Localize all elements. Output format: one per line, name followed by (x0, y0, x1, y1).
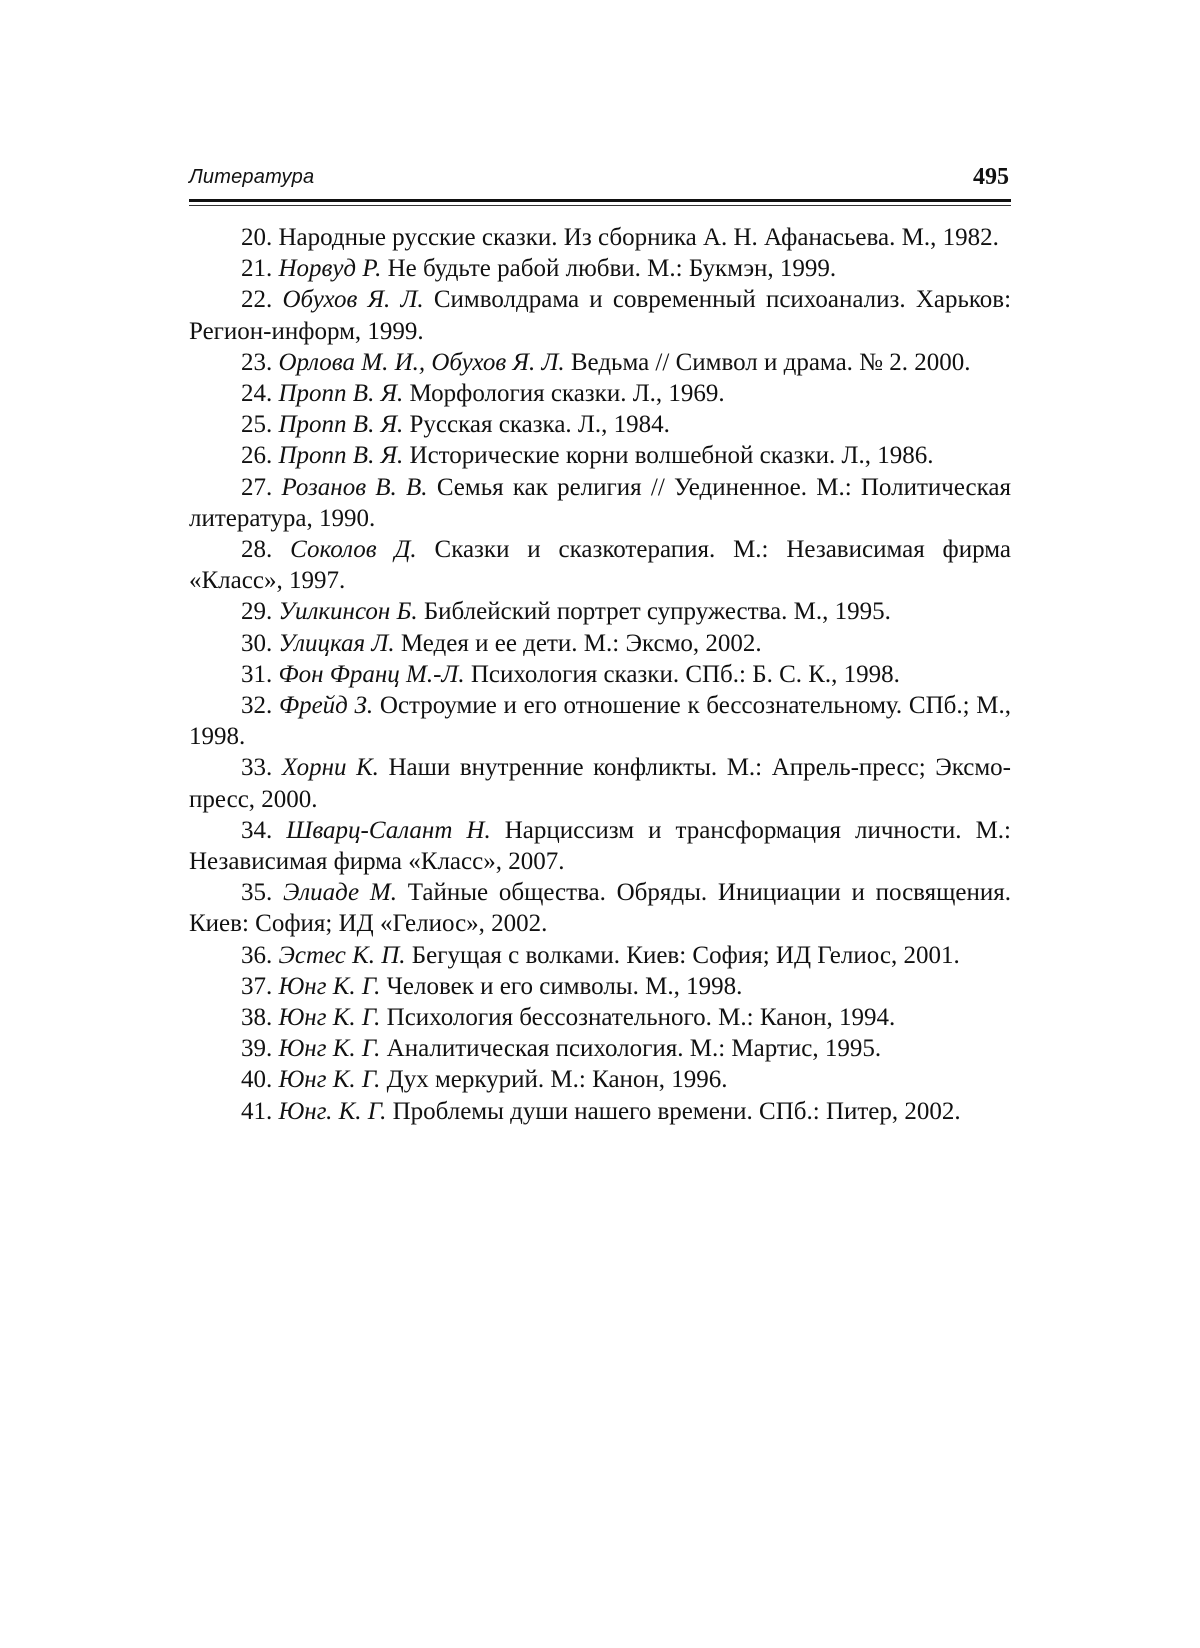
reference-author: Юнг. К. Г. (279, 1098, 387, 1125)
running-header (189, 164, 1009, 196)
reference-number: 24. (241, 380, 272, 407)
reference-item (189, 659, 1011, 690)
reference-text: Семья как религия // Уединенное. М.: Политическая литература, 1990. (189, 474, 1011, 532)
book-page (0, 0, 1200, 1648)
reference-number: 21. (241, 255, 272, 282)
reference-number: 28. (241, 536, 272, 563)
reference-text: Сказки и сказкотерапия. М.: Независимая фирма «Класс», 1997. (189, 536, 1011, 594)
reference-number: 31. (241, 661, 272, 688)
reference-text: Бегущая с волками. Киев: София; ИД Гелиос, 2001. (412, 942, 960, 969)
reference-author: Пропп В. Я. (279, 411, 404, 438)
reference-number: 30. (241, 630, 272, 657)
reference-text: Морфология сказки. Л., 1969. (410, 380, 725, 407)
reference-author: Розанов В. В. (282, 474, 428, 501)
reference-number: 29. (241, 598, 272, 625)
reference-item (189, 877, 1011, 939)
reference-text: Человек и его символы. М., 1998. (387, 973, 743, 1000)
reference-number: 32. (241, 692, 272, 719)
reference-text: Ведьма // Символ и драма. № 2. 2000. (571, 349, 971, 376)
reference-item (189, 971, 1011, 1002)
reference-number: 37. (241, 973, 272, 1000)
reference-item (189, 690, 1011, 752)
reference-number: 22. (241, 286, 272, 313)
reference-number: 33. (241, 754, 272, 781)
reference-text: Нарциссизм и трансформация личности. М.: Независимая фирма «Класс», 2007. (189, 817, 1011, 875)
reference-item (189, 253, 1011, 284)
reference-number: 38. (241, 1004, 272, 1031)
reference-author: Обухов Я. Л. (282, 286, 423, 313)
reference-item (189, 752, 1011, 814)
reference-author: Юнг К. Г. (279, 1035, 381, 1062)
reference-author: Хорни К. (282, 754, 379, 781)
reference-item (189, 940, 1011, 971)
header-rule (189, 199, 1011, 202)
reference-item (189, 347, 1011, 378)
reference-text: Русская сказка. Л., 1984. (410, 411, 670, 438)
reference-item (189, 222, 1011, 253)
reference-number: 27. (241, 474, 272, 501)
section-title: Литература (189, 166, 314, 189)
reference-item (189, 534, 1011, 596)
reference-text: Наши внутренние конфликты. М.: Апрель-пресс; Эксмо-пресс, 2000. (189, 754, 1011, 812)
reference-author: Норвуд Р. (279, 255, 382, 282)
reference-number: 41. (241, 1098, 272, 1125)
reference-list (189, 222, 1011, 1127)
reference-text: Исторические корни волшебной сказки. Л., 1986. (410, 442, 934, 469)
reference-text: Тайные общества. Обряды. Инициации и посвящения. Киев: София; ИД «Гелиос», 2002. (189, 879, 1011, 937)
reference-item (189, 1002, 1011, 1033)
reference-item (189, 1033, 1011, 1064)
reference-item (189, 628, 1011, 659)
reference-text: Аналитическая психология. М.: Мартис, 1995. (387, 1035, 881, 1062)
reference-item (189, 815, 1011, 877)
reference-author: Эстес К. П. (279, 942, 406, 969)
reference-number: 34. (241, 817, 272, 844)
page-number: 495 (973, 164, 1009, 191)
reference-author: Пропп В. Я. (279, 442, 404, 469)
reference-author: Фон Франц М.-Л. (279, 661, 465, 688)
reference-number: 25. (241, 411, 272, 438)
reference-item (189, 1096, 1011, 1127)
reference-item (189, 1064, 1011, 1095)
reference-item (189, 284, 1011, 346)
reference-text: Символдрама и современный психоанализ. Харьков: Регион-информ, 1999. (189, 286, 1011, 344)
reference-item (189, 472, 1011, 534)
reference-author: Юнг К. Г. (279, 973, 381, 1000)
reference-author: Уилкинсон Б. (279, 598, 418, 625)
reference-text: Народные русские сказки. Из сборника А. Н. Афанасьева. М., 1982. (279, 224, 999, 251)
reference-text: Не будьте рабой любви. М.: Букмэн, 1999. (388, 255, 837, 282)
reference-number: 35. (241, 879, 272, 906)
reference-number: 36. (241, 942, 272, 969)
reference-number: 40. (241, 1066, 272, 1093)
reference-item (189, 378, 1011, 409)
reference-author: Фрейд З. (279, 692, 373, 719)
reference-author: Шварц-Салант Н. (286, 817, 490, 844)
reference-author: Юнг К. Г. (279, 1066, 381, 1093)
reference-text: Медея и ее дети. М.: Эксмо, 2002. (401, 630, 762, 657)
reference-text: Дух меркурий. М.: Канон, 1996. (387, 1066, 728, 1093)
reference-text: Остроумие и его отношение к бессознательному. СПб.; М., 1998. (189, 692, 1011, 750)
reference-text: Психология сказки. СПб.: Б. С. К., 1998. (471, 661, 900, 688)
reference-item (189, 440, 1011, 471)
reference-number: 39. (241, 1035, 272, 1062)
reference-text: Психология бессознательного. М.: Канон, 1994. (387, 1004, 896, 1031)
reference-item (189, 409, 1011, 440)
reference-item (189, 596, 1011, 627)
reference-number: 23. (241, 349, 272, 376)
reference-author: Орлова М. И., Обухов Я. Л. (279, 349, 565, 376)
reference-author: Улицкая Л. (279, 630, 395, 657)
reference-text: Проблемы души нашего времени. СПб.: Питер, 2002. (393, 1098, 961, 1125)
header-rule-thin (189, 205, 1011, 206)
reference-text: Библейский портрет супружества. М., 1995. (424, 598, 891, 625)
reference-number: 20. (241, 224, 272, 251)
reference-author: Юнг К. Г. (279, 1004, 381, 1031)
reference-number: 26. (241, 442, 272, 469)
reference-author: Элиаде М. (283, 879, 397, 906)
reference-author: Соколов Д. (290, 536, 417, 563)
reference-author: Пропп В. Я. (279, 380, 404, 407)
